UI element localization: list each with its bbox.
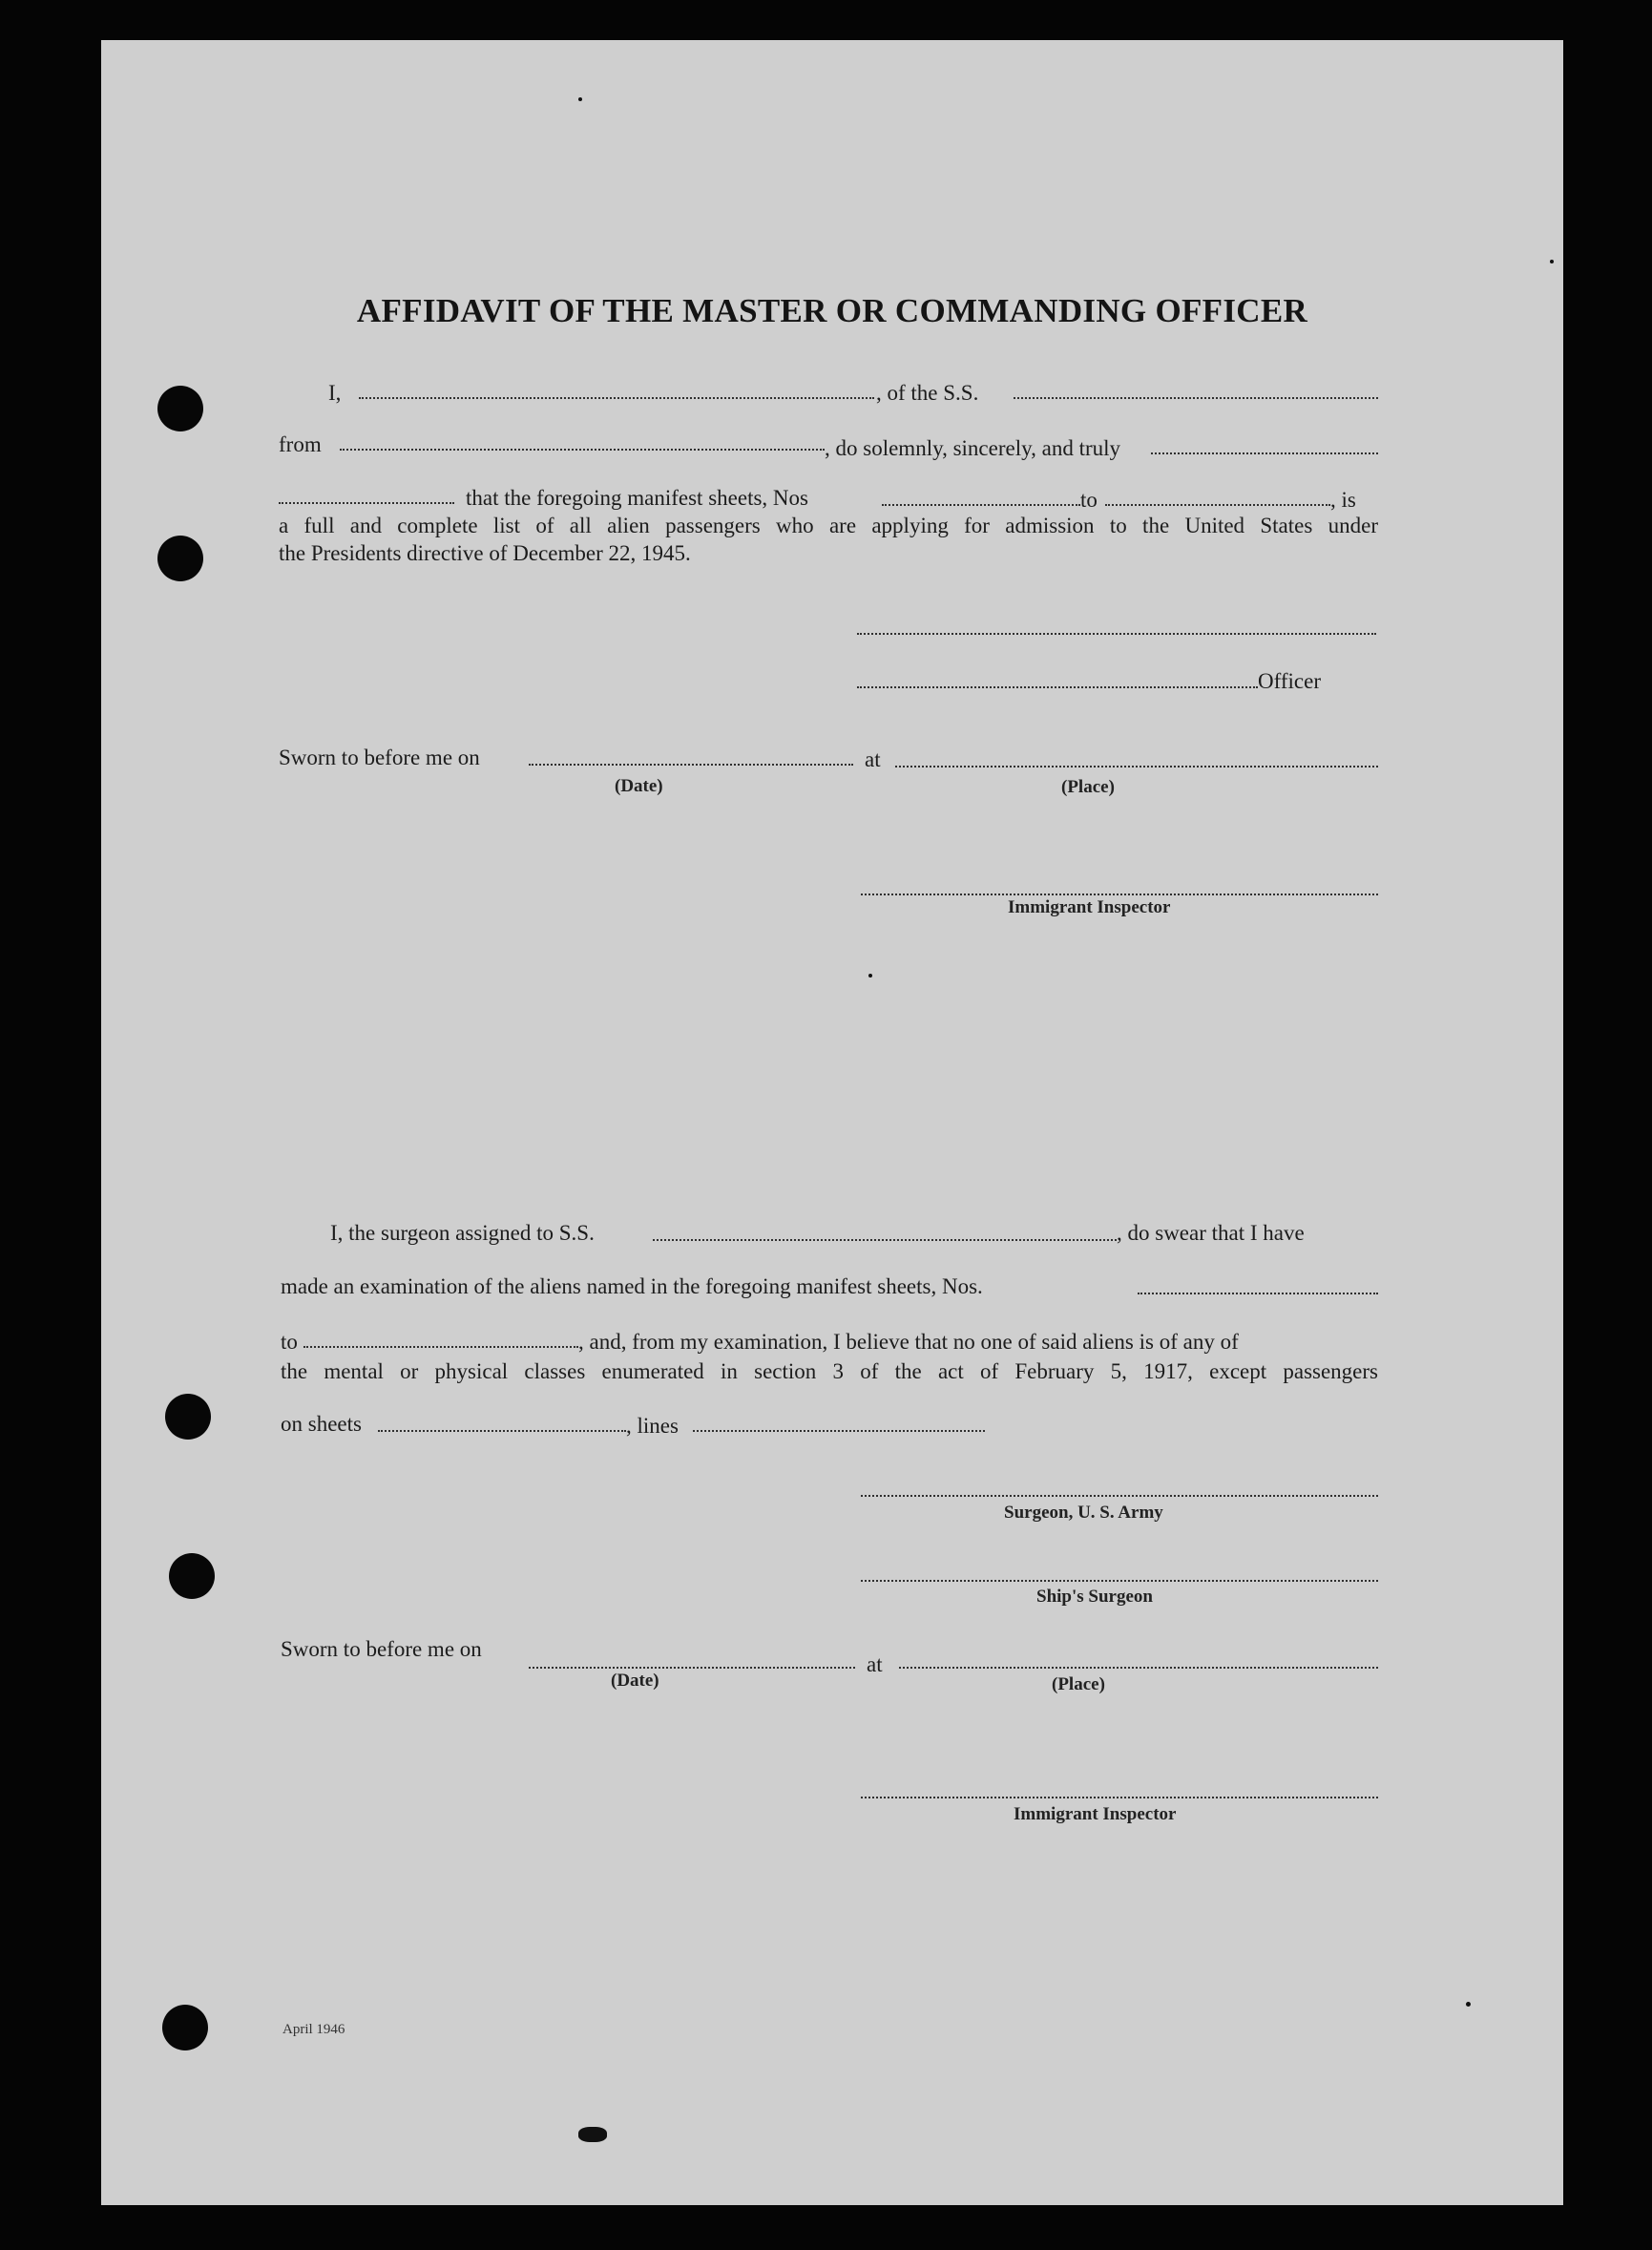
surgeon-sworn-label: Sworn to before me on [281, 1637, 482, 1661]
ships-surgeon-signature-field[interactable] [861, 1580, 1378, 1582]
date-caption: (Date) [615, 776, 663, 796]
surgeon-classes-text: the mental or physical classes enumerated in section 3 of the act of February 5, 1917, except passengers [281, 1359, 1378, 1383]
affidavit-page [101, 40, 1563, 2205]
from-label: from [279, 432, 322, 456]
inspector-signature-field[interactable] [861, 894, 1378, 895]
sheet-to-field[interactable] [1105, 504, 1330, 506]
ink-speck [1466, 2002, 1471, 2007]
master-name-field[interactable] [359, 397, 874, 399]
surgeon-date-caption: (Date) [611, 1671, 659, 1691]
ink-speck [578, 97, 582, 101]
swear-text: , do solemnly, sincerely, and truly [825, 436, 1121, 460]
master-signature-field[interactable] [857, 633, 1376, 635]
exception-sheets-field[interactable] [378, 1430, 626, 1432]
surgeon-intro: I, the surgeon assigned to S.S. [330, 1221, 595, 1245]
surgeon-place-caption: (Place) [1052, 1674, 1105, 1694]
is-label: , is [1330, 488, 1356, 512]
of-ss-label: , of the S.S. [876, 381, 979, 405]
ink-speck [868, 974, 872, 978]
surgeon-swear-text: , do swear that I have [1117, 1221, 1305, 1245]
oath-field[interactable] [1151, 452, 1378, 454]
place-caption: (Place) [1061, 777, 1115, 797]
manifest-sheets-text: that the foregoing manifest sheets, Nos [466, 486, 808, 510]
ink-speck [1550, 260, 1554, 263]
to-label: to [1080, 488, 1098, 512]
army-surgeon-caption: Surgeon, U. S. Army [1004, 1503, 1163, 1523]
punch-hole [169, 1553, 215, 1599]
punch-hole [157, 536, 203, 581]
surgeon-sworn-date-field[interactable] [529, 1667, 855, 1669]
army-surgeon-signature-field[interactable] [861, 1495, 1378, 1497]
sworn-date-field[interactable] [529, 764, 853, 766]
surgeon-belief-text: , and, from my examination, I believe that no one of said aliens is of any of [578, 1330, 1239, 1354]
punch-hole [157, 386, 203, 431]
officer-label: Officer [1258, 669, 1321, 693]
surgeon-at-label: at [867, 1652, 883, 1676]
ink-smudge [578, 2127, 607, 2142]
lines-label: , lines [626, 1414, 679, 1438]
surgeon-exam-text: made an examination of the aliens named in the foregoing manifest sheets, Nos. [281, 1274, 983, 1298]
ship-name-field[interactable] [1014, 397, 1378, 399]
punch-hole [165, 1394, 211, 1440]
at-label: at [865, 747, 881, 771]
inspector-caption: Immigrant Inspector [1008, 897, 1171, 917]
sworn-place-field[interactable] [895, 766, 1378, 768]
surgeon-to-label: to [281, 1330, 298, 1354]
exception-lines-field[interactable] [693, 1430, 985, 1432]
surgeon-ship-field[interactable] [653, 1239, 1117, 1241]
from-port-field[interactable] [340, 449, 825, 451]
page-title: AFFIDAVIT OF THE MASTER OR COMMANDING OFFICER [356, 292, 1308, 329]
ships-surgeon-caption: Ship's Surgeon [1036, 1587, 1153, 1607]
sworn-label: Sworn to before me on [279, 746, 480, 769]
officer-signature-field[interactable] [857, 686, 1258, 688]
sheet-from-field[interactable] [882, 504, 1080, 506]
punch-hole [162, 2005, 208, 2050]
form-date-footer: April 1946 [282, 2022, 345, 2037]
master-statement-line4: a full and complete list of all alien passengers who are applying for admission to the United States under [279, 514, 1378, 537]
surgeon-sheet-to-field[interactable] [303, 1346, 578, 1348]
surgeon-inspector-signature-field[interactable] [861, 1797, 1378, 1798]
master-statement-line5: the Presidents directive of December 22, 1945. [279, 541, 691, 565]
surgeon-sheet-from-field[interactable] [1138, 1293, 1378, 1294]
surgeon-inspector-caption: Immigrant Inspector [1014, 1804, 1177, 1824]
surgeon-sworn-place-field[interactable] [899, 1667, 1378, 1669]
oath-word-field[interactable] [279, 502, 454, 504]
on-sheets-label: on sheets [281, 1412, 362, 1436]
master-i-label: I, [328, 381, 342, 405]
